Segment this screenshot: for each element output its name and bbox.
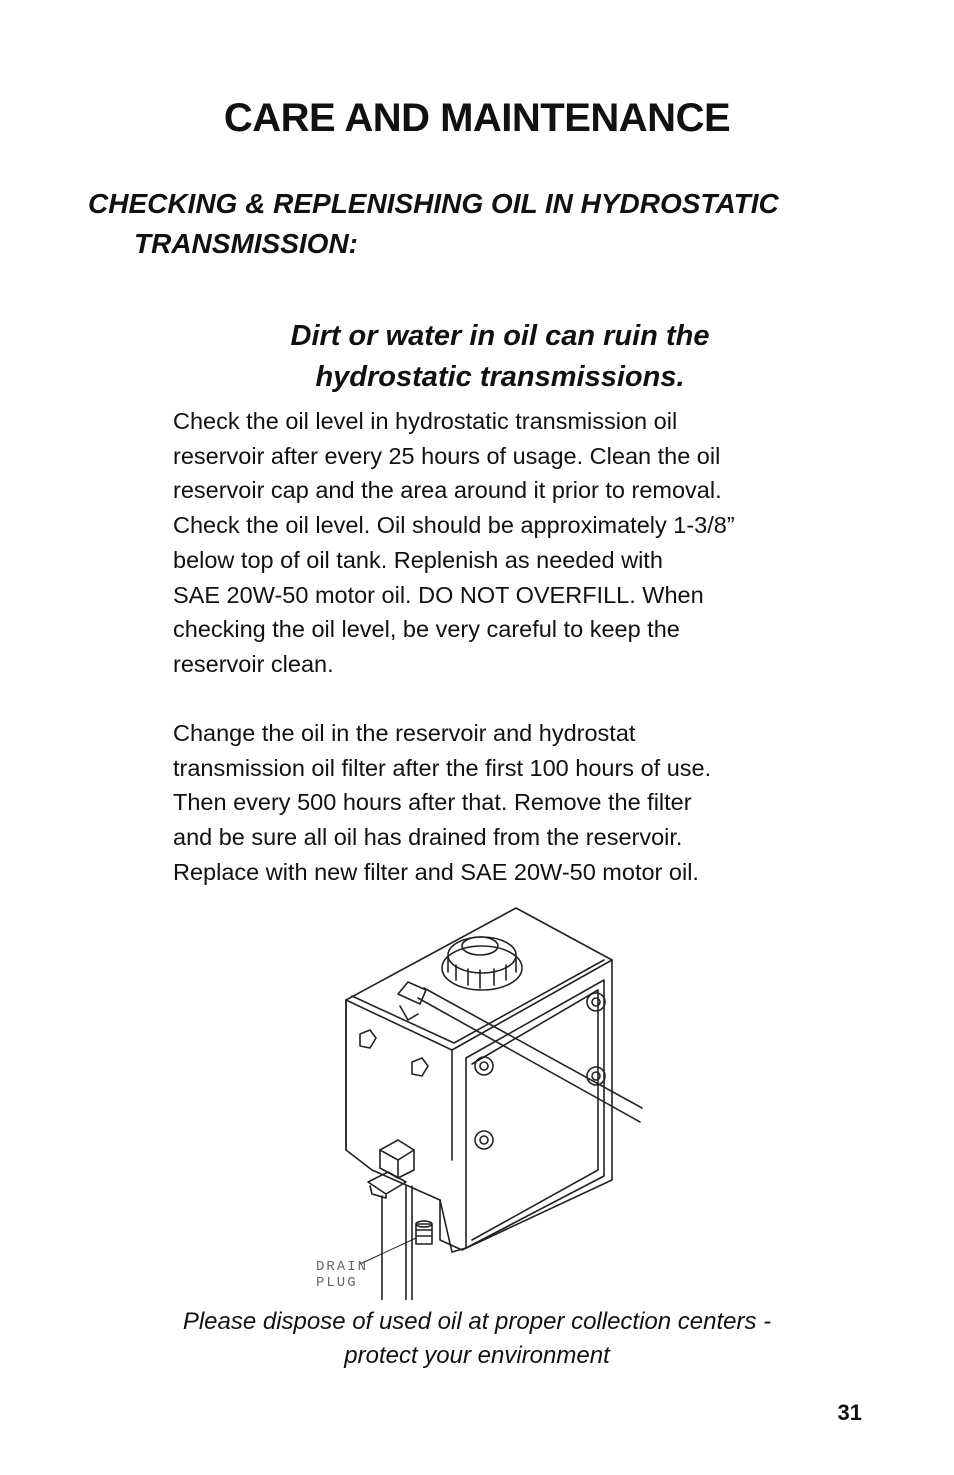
text-line: transmission oil filter after the first 100 hours of use. bbox=[173, 754, 712, 781]
text-line: Then every 500 hours after that. Remove the filter bbox=[173, 789, 692, 816]
text-line: reservoir cap and the area around it prior to removal. bbox=[173, 477, 722, 504]
mounting-plate bbox=[466, 980, 604, 1248]
text-line: checking the oil level, be very careful to keep the bbox=[173, 616, 680, 643]
text-line: reservoir after every 25 hours of usage. Clean the oil bbox=[173, 442, 721, 469]
bolt-icon bbox=[475, 1057, 493, 1075]
figure-label-line1: DRAIN bbox=[316, 1259, 369, 1275]
paragraph-change-oil bbox=[173, 716, 873, 890]
nut-icon bbox=[412, 1058, 428, 1076]
oil-reservoir-illustration bbox=[300, 900, 660, 1300]
fill-cap-icon bbox=[442, 937, 522, 990]
elbow-fitting-icon bbox=[368, 1140, 414, 1198]
text-line: reservoir clean. bbox=[173, 650, 334, 677]
bolt-icon bbox=[475, 1131, 493, 1149]
nut-icon bbox=[360, 1030, 376, 1048]
text-line: Check the oil level in hydrostatic transmission oil bbox=[173, 408, 678, 434]
environment-caption bbox=[0, 1305, 954, 1373]
figure-label-line2: PLUG bbox=[316, 1275, 358, 1291]
drain-plug-leader-line bbox=[360, 1238, 416, 1264]
bracket-edge bbox=[440, 1200, 466, 1252]
section-heading bbox=[88, 184, 888, 264]
page-title: CARE AND MAINTENANCE bbox=[223, 96, 731, 140]
text-line: Check the oil level. Oil should be approximately 1-3/8” bbox=[173, 512, 735, 539]
warning-notice bbox=[160, 316, 840, 398]
page-number: 31 bbox=[837, 1400, 862, 1425]
text-line: Replace with new filter and SAE 20W-50 motor oil. bbox=[173, 858, 699, 885]
caption-line1: Please dispose of used oil at proper collection centers - bbox=[182, 1308, 772, 1335]
text-line: SAE 20W-50 motor oil. DO NOT OVERFILL. When bbox=[173, 581, 704, 608]
warning-line2: hydrostatic transmissions. bbox=[315, 361, 685, 393]
section-heading-line1: CHECKING & REPLENISHING OIL IN HYDROSTATIC bbox=[88, 188, 779, 219]
text-line: Change the oil in the reservoir and hydrostat bbox=[173, 720, 636, 746]
caption-line2: protect your environment bbox=[344, 1342, 610, 1369]
drain-plug-icon bbox=[416, 1221, 432, 1244]
paragraph-check-oil bbox=[173, 404, 873, 682]
text-line: and be sure all oil has drained from the reservoir. bbox=[173, 824, 683, 851]
filter-line bbox=[382, 1186, 412, 1300]
text-line: below top of oil tank. Replenish as needed with bbox=[173, 546, 663, 573]
section-heading-line2: TRANSMISSION: bbox=[134, 228, 358, 259]
warning-line1: Dirt or water in oil can ruin the bbox=[290, 320, 710, 352]
bolt-icon bbox=[587, 993, 605, 1011]
